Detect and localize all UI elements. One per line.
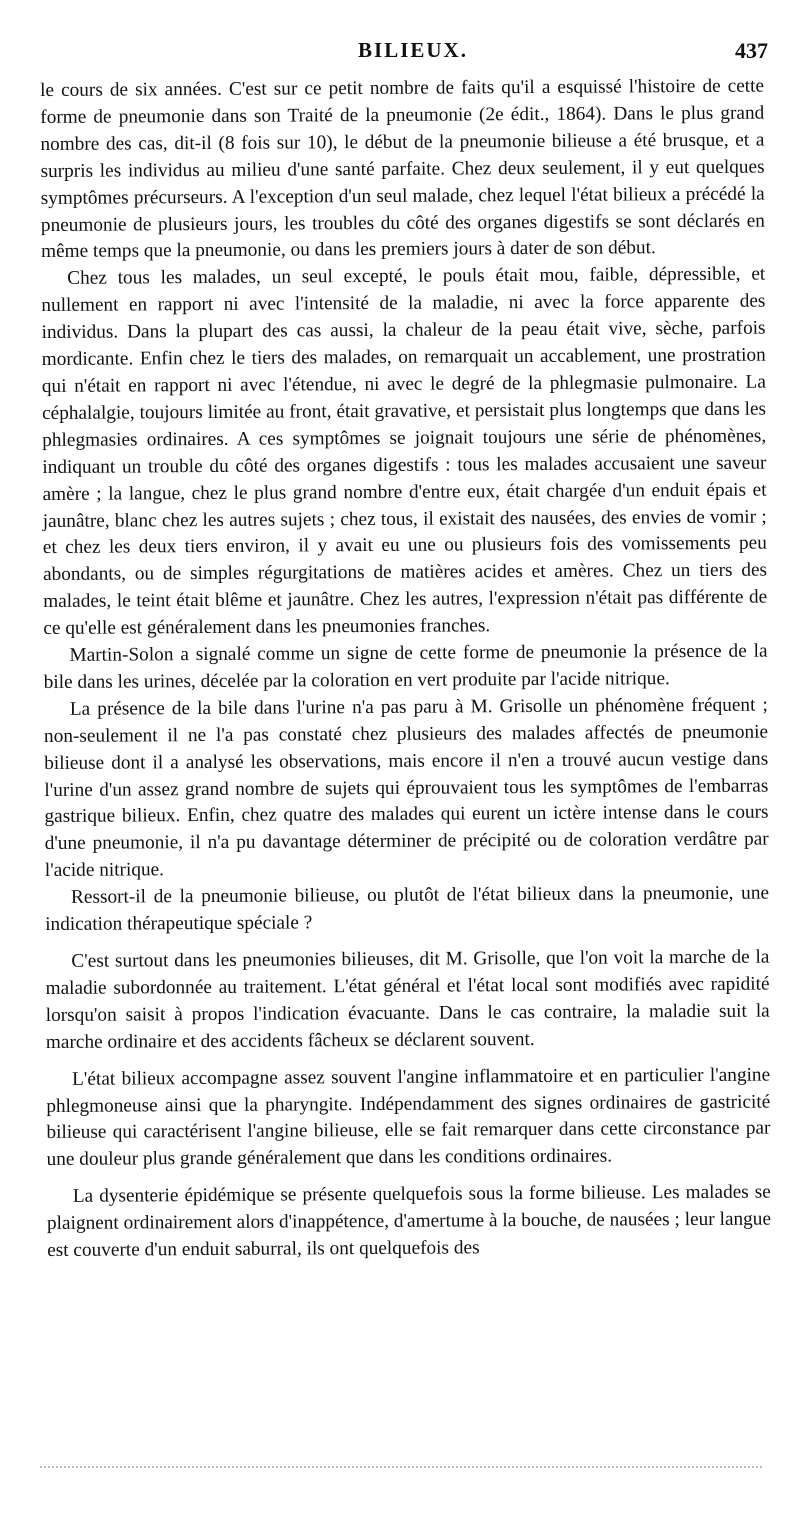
paragraph-3: Martin-Solon a signalé comme un signe de cette forme de pneumonie la présence de la bile dans les urines, décelée par la coloration en vert produite par l'acide nitrique. (43, 640, 768, 693)
paragraph-6: C'est surtout dans les pneumonies bilieuses, dit M. Grisolle, que l'on voit la marche de la maladie subordonnée au traitement. L'état général et l'état local sont modifiés avec rapidité lorsqu'on saisit à propos l'indication évacuante. Dans le cas contraire, la maladie suit la marche ordinaire et des accidents fâcheux se déclarent souvent. (45, 946, 770, 1053)
paragraph-2: Chez tous les malades, un seul excepté, le pouls était mou, faible, dépressible, et nullement en rapport ni avec l'intensité de la maladie, ni avec la force apparente des individus. Dans la plupart des cas aussi, la chaleur de la peau était vive, sèche, parfois mordicante. Enfin chez le tiers des malades, on remarquait un accablement, une prostration qui n'était en rapport ni avec l'étendue, ni avec le degré de la phlegmasie pulmonaire. La céphalalgie, toujours limitée au front, était gravative, et persistait plus longtemps que dans les phlegmasies ordinaires. A ces symptômes se joignait toujours une série de phénomènes, indiquant un trouble du côté des organes digestifs : tous les malades accusaient une saveur amère ; la langue, chez le plus grand nombre d'entre eux, était chargée d'un enduit épais et jaunâtre, blanc chez les autres sujets ; chez tous, il existait des nausées, des envies de vomir ; et chez les deux tiers environ, il y avait eu une ou plusieurs fois des vomissements peu abondants, ou de simples régurgitations de matières acides et amères. Chez un tiers des malades, le teint était blême et jaunâtre. Chez les autres, l'expression n'était pas différente de ce qu'elle est généralement dans les pneumonies franches. (41, 263, 768, 640)
body-text (40, 74, 771, 1265)
paragraph-5: Ressort-il de la pneumonie bilieuse, ou plutôt de l'état bilieux dans la pneumonie, une indication thérapeutique spéciale ? (45, 882, 770, 936)
scan-artifact-line (40, 1466, 762, 1474)
page-header (58, 38, 768, 72)
paragraph-8: La dysenterie épidémique se présente quelquefois sous la forme bilieuse. Les malades se plaignent ordinairement alors d'inappétence, d'amertume à la bouche, de nausées ; leur langue est couverte d'un enduit saburral, ils ont quelquefois des (46, 1181, 772, 1262)
paragraph-4: La présence de la bile dans l'urine n'a pas paru à M. Grisolle un phénomène fréquent ; non-seulement il ne l'a pas constaté chez plusieurs des malades affectés de pneumonie bilieuse dont il a analysé les observations, mais encore il n'en a trouvé aucun vestige dans l'urine d'un assez grand nombre de sujets qui éprouvaient tous les symptômes de l'embarras gastrique bilieux. Enfin, chez quatre des malades qui eurent un ictère intense dans le cours d'une pneumonie, il n'a pu davantage déterminer de précipité ou de coloration verdâtre par l'acide nitrique. (43, 694, 769, 882)
paragraph-1: le cours de six années. C'est sur ce petit nombre de faits qu'il a esquissé l'histoire de cette forme de pneumonie dans son Traité de la pneumonie (2e édit., 1864). Dans le plus grand nombre des cas, dit-il (8 fois sur 10), le début de la pneumonie bilieuse a été brusque, et a surpris les individus au milieu d'une santé parfaite. Chez deux seulement, il y eut quelques symptômes précurseurs. A l'exception d'un seul malade, chez lequel l'état bilieux a précédé la pneumonie de plusieurs jours, les troubles du côté des organes digestifs se sont déclarés en même temps que la pneumonie, ou dans les premiers jours à dater de son début. (40, 75, 765, 263)
running-head: BILIEUX. (358, 38, 468, 62)
page-number: 437 (735, 38, 768, 63)
paragraph-7: L'état bilieux accompagne assez souvent l'angine inflammatoire et en particulier l'angine phlegmoneuse ainsi que la pharyngite. Indépendamment des signes ordinaires de gastricité bilieuse qui caractérisent l'angine bilieuse, elle se fait remarquer dans cette circonstance par une douleur plus grande généralement que dans les conditions ordinaires. (46, 1064, 771, 1171)
